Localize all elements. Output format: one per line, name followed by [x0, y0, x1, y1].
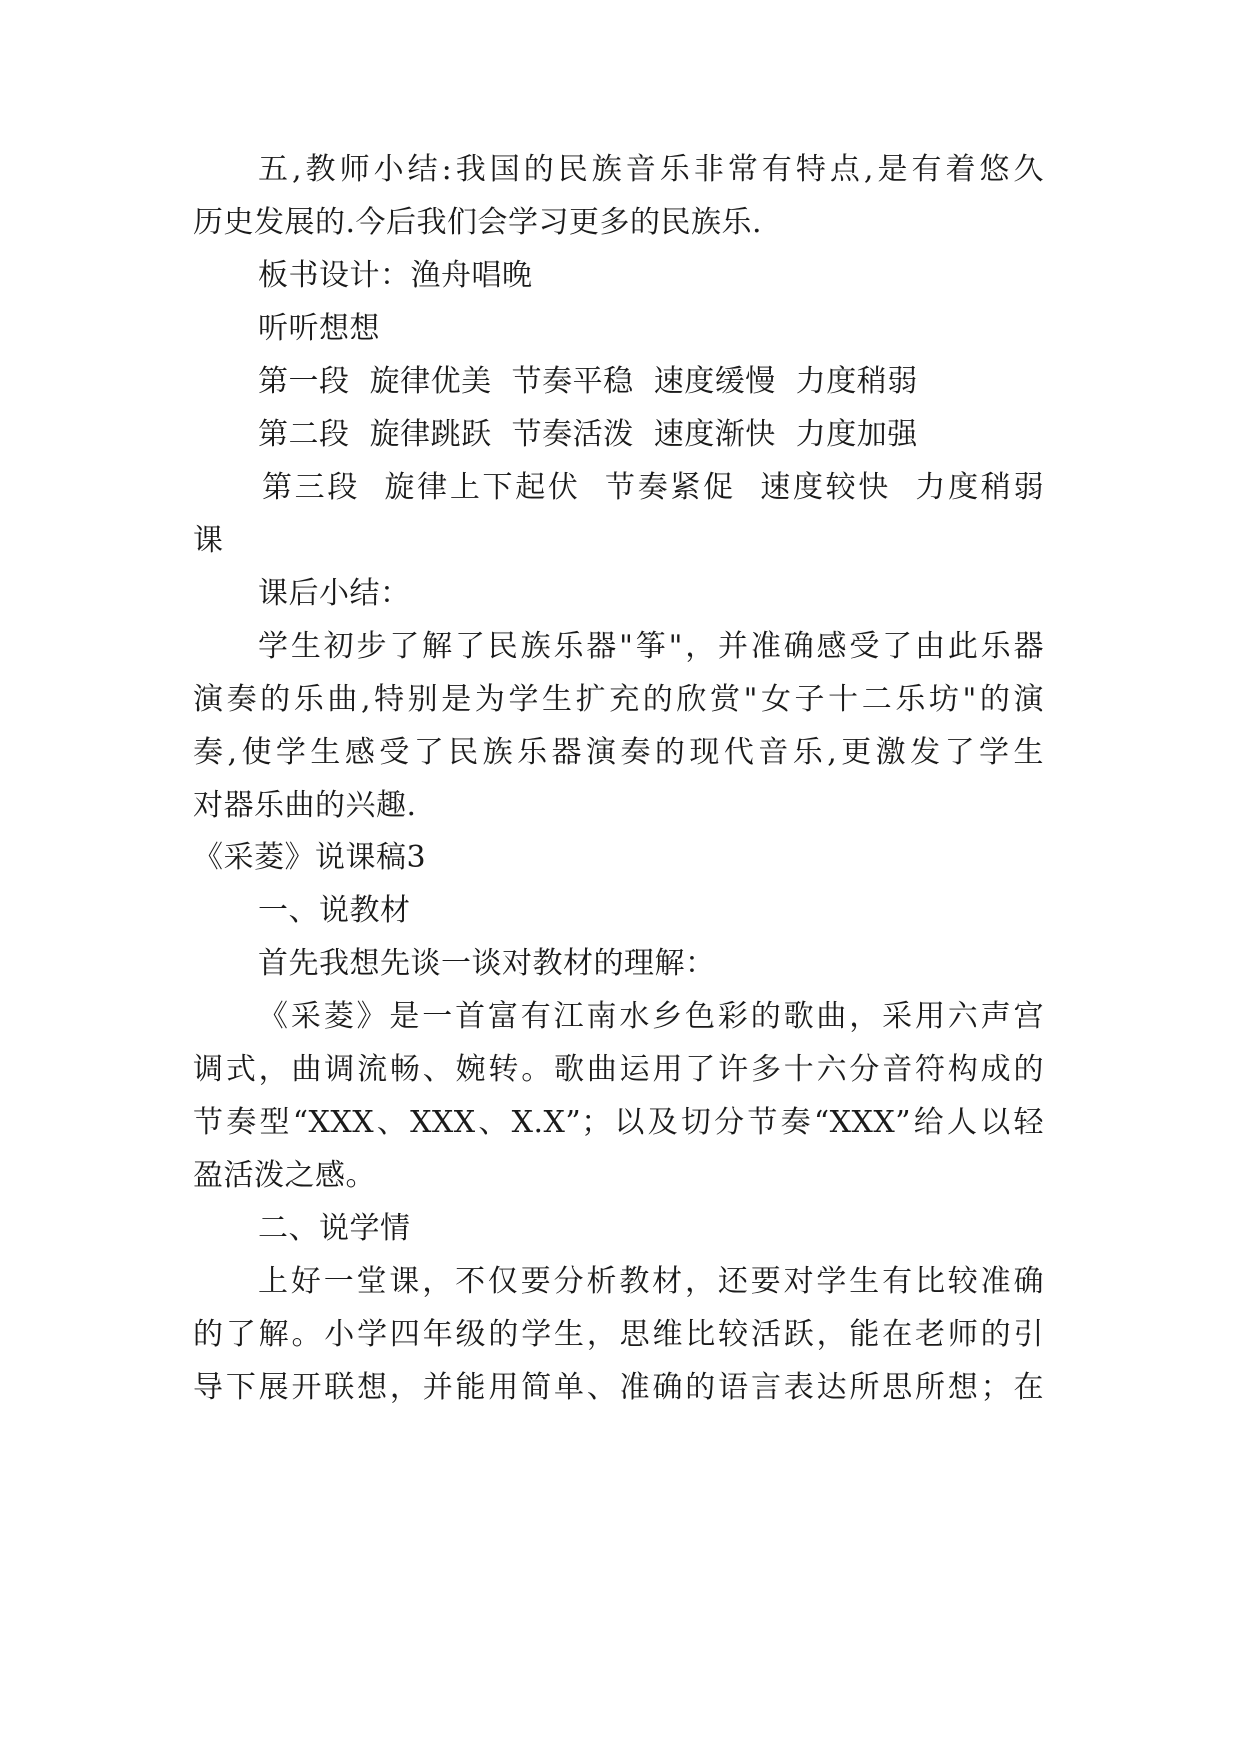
paragraph-line: 历史发展的.今后我们会学习更多的民族乐. [193, 205, 763, 240]
paragraph-line: 上好一堂课，不仅要分析教材，还要对学生有比较准确 [258, 1264, 1044, 1299]
paragraph-line: 课后小结： [258, 576, 411, 611]
section-heading: 《采菱》说课稿3 [193, 840, 427, 875]
paragraph-line: 学生初步了解了民族乐器"筝"，并准确感受了由此乐器 [258, 629, 1044, 664]
paragraph-line: 一、说教材 [258, 893, 411, 928]
paragraph-line: 《采菱》是一首富有江南水乡色彩的歌曲，采用六声宫 [258, 999, 1044, 1034]
paragraph-line: 第一段 旋律优美 节奏平稳 速度缓慢 力度稍弱 [258, 364, 918, 399]
paragraph-line: 对器乐曲的兴趣. [193, 788, 417, 823]
paragraph-line: 导下展开联想，并能用简单、准确的语言表达所思所想；在 [193, 1370, 1044, 1405]
paragraph-line: 听听想想 [258, 311, 380, 346]
paragraph-line: 五,教师小结:我国的民族音乐非常有特点,是有着悠久 [258, 152, 1044, 187]
paragraph-line: 课 [193, 523, 224, 558]
paragraph-line: 演奏的乐曲,特别是为学生扩充的欣赏"女子十二乐坊"的演 [193, 682, 1044, 717]
paragraph-line: 调式，曲调流畅、婉转。歌曲运用了许多十六分音符构成的 [193, 1052, 1044, 1087]
paragraph-line: 第二段 旋律跳跃 节奏活泼 速度渐快 力度加强 [258, 417, 918, 452]
paragraph-line: 第三段 旋律上下起伏 节奏紧促 速度较快 力度稍弱 [262, 470, 1044, 505]
paragraph-line: 奏,使学生感受了民族乐器演奏的现代音乐,更激发了学生 [193, 735, 1044, 770]
paragraph-line: 板书设计：渔舟唱晚 [258, 258, 533, 293]
paragraph-line: 首先我想先谈一谈对教材的理解： [258, 946, 716, 981]
paragraph-line: 盈活泼之感。 [193, 1158, 376, 1193]
paragraph-line: 二、说学情 [258, 1211, 411, 1246]
paragraph-line: 的了解。小学四年级的学生，思维比较活跃，能在老师的引 [193, 1317, 1044, 1352]
paragraph-line: 节奏型“XXX、XXX、X.X”；以及切分节奏“XXX”给人以轻 [193, 1105, 1044, 1140]
